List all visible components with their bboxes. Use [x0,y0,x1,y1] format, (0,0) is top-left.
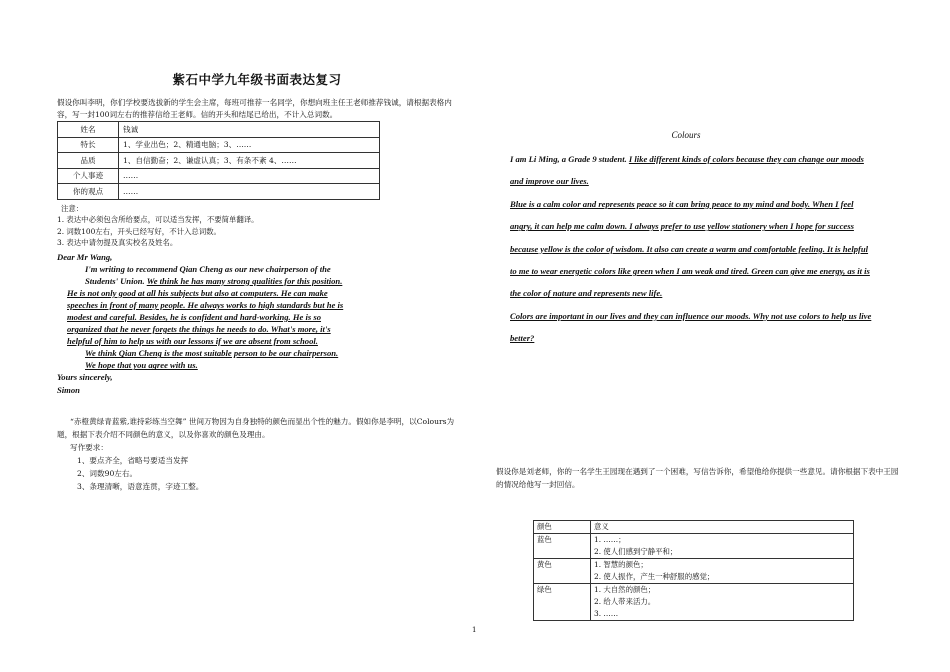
table-key: 特长 [58,137,119,153]
notes-title: 注意： [61,203,84,213]
note-item: 1. 表达中必须包含所给要点，可以适当发挥，不要简单翻译。 [57,215,259,224]
meaning-cell [591,559,854,584]
colors-table [533,520,854,621]
letter-paragraph-2: He is not only good at all his subjects but also at computers. He can make speeches in front of many people. He always works to high standards but he is modest and careful. Besides, he is confident and hard-working. He is so organized that he never forgets the things he needs to do. What's more, it's helpful of him to help us with our lessons if we are absent from school. [67,287,344,347]
meaning-line: 1. 智慧的颜色； [594,560,648,569]
table-header-row [534,521,854,534]
letter-paragraph-3: We think Qian Cheng is the most suitable person to be our chairperson. We hope that you agree with us. [85,348,339,371]
task1-notes [57,203,457,249]
table-key: 你的观点 [58,184,119,200]
essay-paragraph-3: Colors are important in our lives and they can influence our moods. Why not use colors to help us live better? [510,310,872,344]
meaning-cell [591,584,854,621]
meaning-line: 1. ……； [594,535,626,544]
task2-section [57,415,457,493]
task1-intro: 假设你叫李明，你们学校要选拔新的学生会主席，每班可推荐一名同学，你想向班主任王老师推荐钱诚，请根据表格内容，写一封100词左右的推荐信给王老师。信的开头和结尾已给出，不计入总词数。 [57,98,452,119]
color-cell: 黄色 [534,559,591,584]
essay-p1-underlined: I like different kinds of colors because they can change our moods and improve our lives. [510,154,864,187]
meaning-line: 2. 使人振作，产生一种舒服的感觉； [594,572,715,581]
table-row [58,153,380,169]
meaning-line: 2. 使人们感到宁静平和； [594,547,678,556]
sample-essay [496,148,876,350]
task2-intro: “赤橙黄绿青蓝紫,谁持彩练当空舞” 世间万物因为自身独特的颜色而显出个性的魅力。假如你是李明，以Colours为题，根据下表介绍不同颜色的意义，以及你喜欢的颜色及理由。 [57,416,455,439]
left-column [57,70,457,493]
requirement-item: 1、要点齐全，省略号要适当发挥 [77,455,189,465]
task3-intro: 假设你是刘老师，你的一名学生王园现在遇到了一个困难，写信告诉你，希望他给你提供一些意见。请你根据下表中王园的情况给他写一封回信。 [496,467,899,489]
color-cell: 绿色 [534,584,591,621]
table-value: 1、自信勤奋；2、谦虚认真；3、有条不紊 4、…… [119,153,380,169]
essay-title: Colours [671,130,701,140]
table-value: 钱诚 [119,122,380,138]
letter-p1-underlined: We think he has many strong qualities for this position. [146,275,343,286]
task2-requirements-title: 写作要求： [70,442,108,452]
table-key: 品质 [58,153,119,169]
table-value: …… [119,168,380,184]
note-item: 2. 词数100左右，开头已经写好，不计入总词数。 [57,226,221,236]
table-row [534,584,854,621]
page-number: 1 [472,626,477,634]
color-cell: 蓝色 [534,534,591,559]
column-header: 意义 [591,521,854,534]
letter-signature: Simon [57,384,80,395]
meaning-line: 2. 给人带来活力。 [594,597,656,606]
page-title: 紫石中学九年级书面表达复习 [172,72,342,87]
letter-greeting: Dear Mr Wang, [57,251,113,262]
requirement-item: 2、词数90左右。 [77,468,138,478]
right-column [496,130,876,350]
table-row [58,168,380,184]
table-row [534,559,854,584]
essay-p1-text: I am Li Ming, a Grade 9 student. [510,154,629,164]
table-key: 姓名 [58,122,119,138]
table-key: 个人事迹 [58,168,119,184]
table-row [58,184,380,200]
essay-paragraph-1 [496,148,876,193]
sample-letter [57,251,347,396]
essay-paragraph-2: Blue is a calm color and represents peace so it can bring peace to my mind and body. When I feel angry, it can help me calm down. I always prefer to use yellow stationery when I hope for success because yellow is the color of wisdom. It also can create a warm and comfortable feeling. It is helpful to me to wear energetic colors like green when I am weak and tired. Green can give me energy, as it is the color of nature and represents new life. [510,198,870,299]
letter-p1-text: I'm writing to recommend Qian Cheng as our new chairperson of the Students' Union. [85,263,331,286]
table-row [58,137,380,153]
meaning-line: 3. …… [594,609,619,618]
table-row [58,122,380,138]
requirement-item: 3、条理清晰，语意连贯，字迹工整。 [77,481,204,491]
note-item: 3. 表达中请勿提及真实校名及姓名。 [57,238,178,247]
meaning-line: 1. 大自然的颜色； [594,585,656,594]
table-value: 1、学业出色；2、精通电脑；3、…… [119,137,380,153]
letter-paragraph-1 [57,263,347,287]
column-header: 颜色 [534,521,591,534]
table-row [534,534,854,559]
letter-closing: Yours sincerely, [57,372,113,383]
task1-table [57,121,380,200]
meaning-cell [591,534,854,559]
table-value: …… [119,184,380,200]
